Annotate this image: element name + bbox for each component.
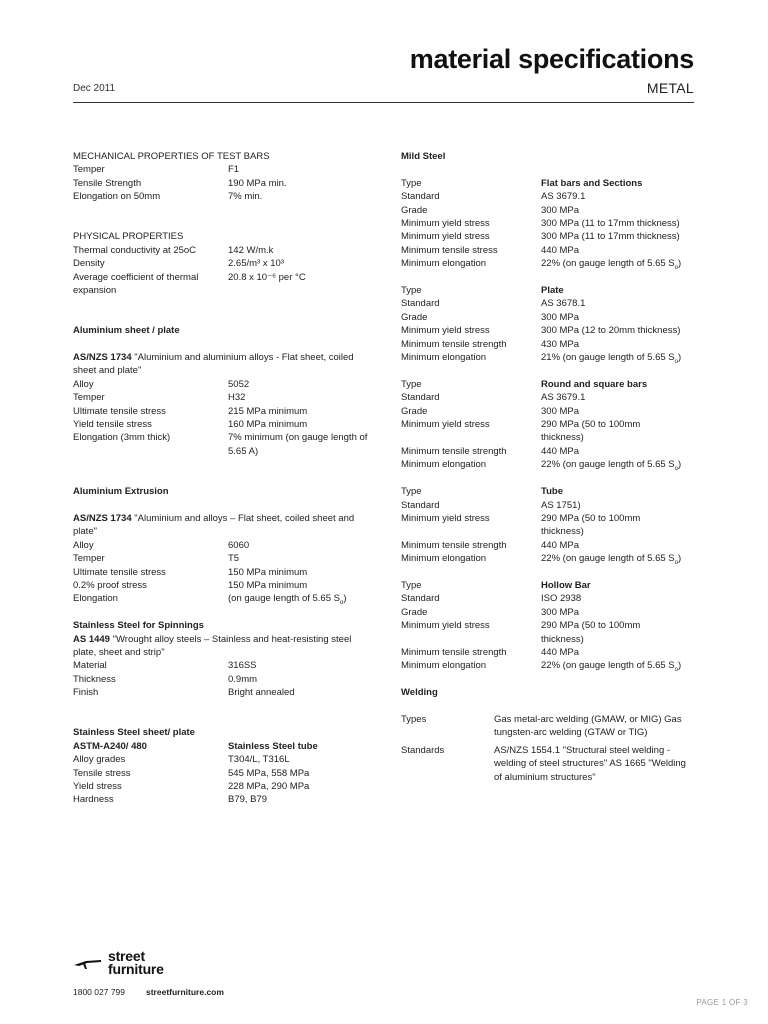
spec-row: Standard AS 3678.1 bbox=[401, 298, 586, 310]
alu-ext-standard: AS/NZS 1734 "Aluminium and alloys – Flat sheet, coiled sheet and plate" bbox=[73, 512, 355, 538]
header-rule bbox=[73, 102, 694, 103]
spin-heading: Stainless Steel for Spinnings bbox=[73, 620, 204, 632]
spec-row: Temper F1 bbox=[73, 164, 240, 176]
spec-row: 0.2% proof stress 150 MPa minimum bbox=[73, 579, 308, 591]
spec-row: Standard AS 3679.1 bbox=[401, 191, 586, 203]
page-subtitle: METAL bbox=[646, 80, 694, 96]
spec-row: Minimum yield stress 300 MPa (11 to 17mm thickness) bbox=[401, 231, 680, 243]
phone-number: 1800 027 799 bbox=[73, 987, 125, 997]
spec-row: ASTM-A240/ 480 Stainless Steel tube bbox=[73, 740, 318, 752]
alu-sheet-heading: Aluminium sheet / plate bbox=[73, 325, 180, 337]
spec-row: Thermal conductivity at 25oC 142 W/m.k bbox=[73, 244, 274, 256]
spec-row: Material 316SS bbox=[73, 660, 257, 672]
welding-section bbox=[401, 686, 701, 784]
spec-row: Minimum tensile strength 440 MPa bbox=[401, 539, 580, 551]
spec-row: Temper T5 bbox=[73, 553, 240, 565]
mech-heading: MECHANICAL PROPERTIES OF TEST BARS bbox=[73, 151, 270, 162]
spec-row: Minimum elongation 22% (on gauge length of 5.65 $S_o$) bbox=[401, 660, 682, 674]
spec-row: Temper H32 bbox=[73, 392, 246, 404]
spec-row: Alloy 6060 bbox=[73, 539, 250, 551]
spec-row: Types Gas metal-arc welding (GMAW, or MIG) Gas tungsten-arc welding (GTAW or TIG) bbox=[401, 713, 682, 739]
spin-standard: AS 1449 "Wrought alloy steels – Stainless and heat-resisting steel plate, sheet and strip" bbox=[73, 633, 352, 658]
spec-row: Ultimate tensile stress 150 MPa minimum bbox=[73, 566, 308, 578]
spec-row: Average coefficient of thermal expansion 20.8 x 10⁻⁶ per °C bbox=[73, 271, 306, 297]
right-column bbox=[401, 150, 701, 784]
spec-row: Minimum yield stress 290 MPa (50 to 100mm thickness) bbox=[401, 419, 641, 444]
welding-heading: Welding bbox=[401, 687, 438, 699]
spec-row: Standard AS 1751) bbox=[401, 499, 581, 511]
spec-row: Minimum elongation 22% (on gauge length of 5.65 $S_o$) bbox=[401, 553, 682, 567]
spec-row: Minimum yield stress 300 MPa (12 to 20mm thickness) bbox=[401, 325, 681, 337]
spec-row: Hardness B79, B79 bbox=[73, 794, 268, 806]
spec-row: Elongation (3mm thick) 7% minimum (on gauge length of 5.65 A) bbox=[73, 432, 368, 457]
alu-ext-heading: Aluminium Extrusion bbox=[73, 486, 169, 498]
phys-heading: PHYSICAL PROPERTIES bbox=[73, 231, 184, 243]
ss-heading: Stainless Steel sheet/ plate bbox=[73, 727, 195, 739]
spec-row: Alloy grades T304/L, T316L bbox=[73, 754, 290, 766]
page-number: PAGE 1 OF 3 bbox=[696, 998, 748, 1007]
spec-row: Minimum yield stress 290 MPa (50 to 100mm thickness) bbox=[401, 620, 641, 645]
spec-row: Type Tube bbox=[401, 486, 563, 498]
spec-row: Yield stress 228 MPa, 290 MPa bbox=[73, 780, 310, 792]
spec-row: Minimum tensile stress 440 MPa bbox=[401, 244, 580, 256]
alu-sheet-standard: AS/NZS 1734 "Aluminium and aluminium alloys - Flat sheet, coiled sheet and plate" bbox=[73, 352, 354, 377]
spec-row: Minimum yield stress 300 MPa (11 to 17mm thickness) bbox=[401, 218, 680, 230]
spec-row: Grade 300 MPa bbox=[401, 405, 580, 417]
spec-row: Type Round and square bars bbox=[401, 378, 648, 390]
spec-row: Standards AS/NZS 1554.1 "Structural steel welding - welding of steel structures" AS 1665 "Welding of aluminium structures" bbox=[401, 744, 686, 783]
spec-row: Type Hollow Bar bbox=[401, 579, 591, 591]
spec-row: Standard AS 3679.1 bbox=[401, 392, 586, 404]
spec-row: Minimum yield stress 290 MPa (50 to 100mm thickness) bbox=[401, 512, 641, 538]
spec-row: Elongation (on gauge length of 5.65 $S_o$) bbox=[73, 593, 347, 607]
spec-row: Grade 300 MPa bbox=[401, 204, 580, 216]
website-link[interactable]: streetfurniture.com bbox=[146, 987, 224, 997]
logo-line2: furniture bbox=[108, 961, 164, 977]
mild-steel-heading: Mild Steel bbox=[401, 151, 446, 162]
spec-row: Type Flat bars and Sections bbox=[401, 177, 643, 189]
document-date: Dec 2011 bbox=[73, 83, 116, 94]
spec-row: Yield tensile stress 160 MPa minimum bbox=[73, 419, 308, 431]
spec-row: Minimum elongation 22% (on gauge length of 5.65 $S_o$) bbox=[401, 459, 682, 473]
spec-row: Type Plate bbox=[401, 285, 564, 297]
spec-row: Grade 300 MPa bbox=[401, 606, 580, 618]
spec-row: Density 2.65/m³ x 10³ bbox=[73, 258, 284, 270]
spec-row: Minimum tensile strength 440 MPa bbox=[401, 445, 580, 457]
spec-row: Alloy 5052 bbox=[73, 378, 250, 390]
brand-logo bbox=[73, 950, 164, 976]
bench-icon bbox=[73, 956, 103, 970]
spec-row: Minimum elongation 21% (on gauge length of 5.65 $S_o$) bbox=[401, 352, 682, 365]
logo-line1: street bbox=[108, 948, 145, 964]
spec-row: Finish Bright annealed bbox=[73, 687, 295, 699]
spec-row: Tensile Strength 190 MPa min. bbox=[73, 177, 287, 189]
spec-row: Elongation on 50mm 7% min. bbox=[73, 191, 263, 203]
spec-row: Standard ISO 2938 bbox=[401, 593, 582, 605]
spec-row: Grade 300 MPa bbox=[401, 311, 580, 323]
spec-row: Minimum tensile strength 440 MPa bbox=[401, 646, 580, 658]
spec-row: Minimum elongation 22% (on gauge length of 5.65 $S_o$) bbox=[401, 258, 682, 272]
spec-row: Thickness 0.9mm bbox=[73, 673, 258, 685]
spec-row: Tensile stress 545 MPa, 558 MPa bbox=[73, 767, 310, 779]
page-title: material specifications bbox=[409, 44, 694, 74]
left-column bbox=[73, 150, 368, 807]
spec-row: Ultimate tensile stress 215 MPa minimum bbox=[73, 405, 308, 417]
spec-row: Minimum tensile strength 430 MPa bbox=[401, 338, 580, 350]
